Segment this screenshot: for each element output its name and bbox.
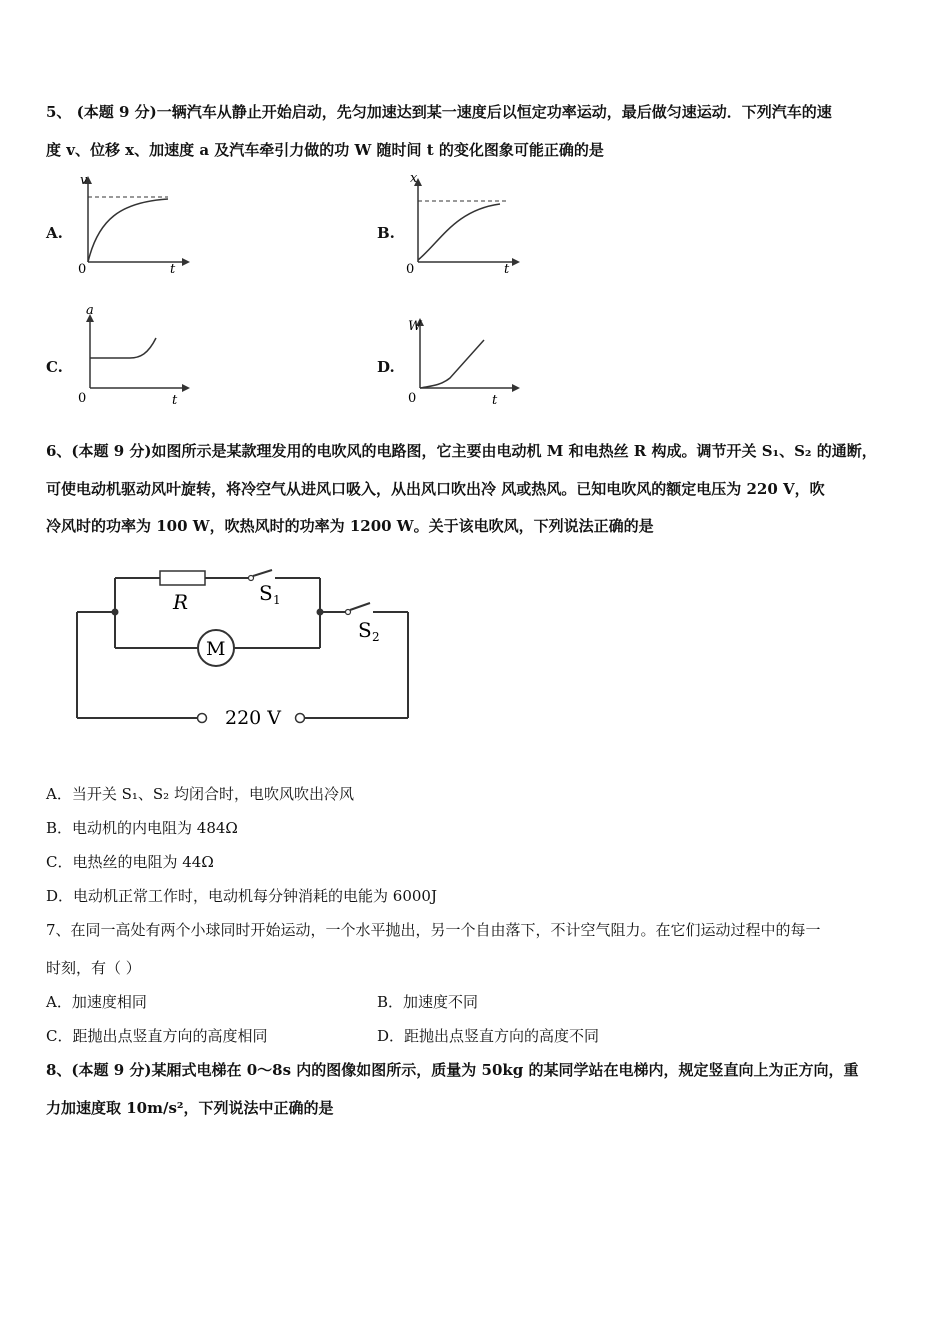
q6-option-b: B．电动机的内电阻为 484Ω: [46, 819, 238, 837]
q6-option-c: C．电热丝的电阻为 44Ω: [46, 853, 214, 871]
q6-text-line2: 可使电动机驱动风叶旋转，将冷空气从进风口吸入，从出风口吹出冷 风或热风。已知电吹风的额定电压为 220 V，吹: [46, 480, 825, 498]
q5-graph-c: [70, 302, 200, 407]
q5-graph-b-ylabel: x: [410, 171, 418, 186]
q5-graph-a-xlabel: t: [170, 262, 176, 275]
switch-s1: [253, 570, 272, 576]
q5-graph-a: [70, 170, 200, 275]
q5-graph-c-xlabel: t: [172, 393, 178, 407]
q7-text-line1: 7、在同一高处有两个小球同时开始运动，一个水平抛出，另一个自由落下，不计空气阻力。在它们运动过程中的每一: [46, 921, 821, 939]
q5-graph-a-ylabel: v: [80, 173, 88, 188]
q5-text-line1: 5、 (本题 9 分)一辆汽车从静止开始启动，先匀加速达到某一速度后以恒定功率运动，最后做匀速运动．下列汽车的速: [46, 103, 832, 121]
q6-text-line3: 冷风时的功率为 100 W，吹热风时的功率为 1200 W。关于该电吹风，下列说法正确的是: [46, 517, 654, 535]
switch-s2-label: S: [358, 618, 372, 642]
motor-label: M: [206, 638, 226, 660]
q5-option-d-label: D.: [377, 358, 395, 376]
q6-text-line1: 6、(本题 9 分)如图所示是某款理发用的电吹风的电路图，它主要由电动机 M 和电热丝 R 构成。调节开关 S₁、S₂ 的通断，: [46, 442, 877, 460]
q7-option-c: C．距抛出点竖直方向的高度相同: [46, 1027, 268, 1045]
q5-graph-d-origin: 0: [408, 391, 417, 406]
q5-graph-d-ylabel: W: [408, 319, 422, 334]
switch-s2: [350, 603, 370, 610]
q6-circuit-diagram: [60, 560, 430, 745]
q7-option-d: D．距抛出点竖直方向的高度不同: [377, 1027, 600, 1045]
switch-s2-sub: 2: [372, 630, 380, 644]
q5-graph-c-ylabel: a: [86, 303, 94, 318]
q5-text-line2: 度 v、位移 x、加速度 a 及汽车牵引力做的功 W 随时间 t 的变化图象可能正确的是: [46, 141, 604, 159]
q7-option-b: B．加速度不同: [377, 993, 479, 1011]
q5-option-a-label: A.: [46, 224, 63, 242]
q8-text-line2: 力加速度取 10m/s²，下列说法中正确的是: [46, 1099, 334, 1117]
resistor-r: [160, 571, 205, 585]
voltage-label: 220 V: [225, 707, 282, 729]
resistor-label: R: [173, 590, 189, 614]
q5-graph-b: [400, 170, 530, 275]
q5-graph-c-origin: 0: [78, 391, 87, 406]
q6-option-a: A．当开关 S₁、S₂ 均闭合时，电吹风吹出冷风: [46, 785, 354, 803]
q5-graph-d-xlabel: t: [492, 393, 498, 407]
q5-option-b-label: B.: [377, 224, 395, 242]
q5-graph-b-origin: 0: [406, 262, 415, 275]
q7-option-a: A．加速度相同: [46, 993, 147, 1011]
q8-text-line1: 8、(本题 9 分)某厢式电梯在 0～8s 内的图像如图所示，质量为 50kg 的某同学站在电梯内，规定竖直向上为正方向，重: [46, 1061, 859, 1079]
q5-graph-d: [400, 302, 530, 407]
q6-option-d: D．电动机正常工作时，电动机每分钟消耗的电能为 6000J: [46, 887, 437, 905]
switch-s1-label: S: [259, 581, 273, 605]
q5-graph-a-origin: 0: [78, 262, 87, 275]
switch-s1-sub: 1: [273, 593, 281, 607]
q7-text-line2: 时刻，有（ ）: [46, 959, 141, 977]
q5-option-c-label: C.: [46, 358, 63, 376]
q5-graph-b-xlabel: t: [504, 262, 510, 275]
